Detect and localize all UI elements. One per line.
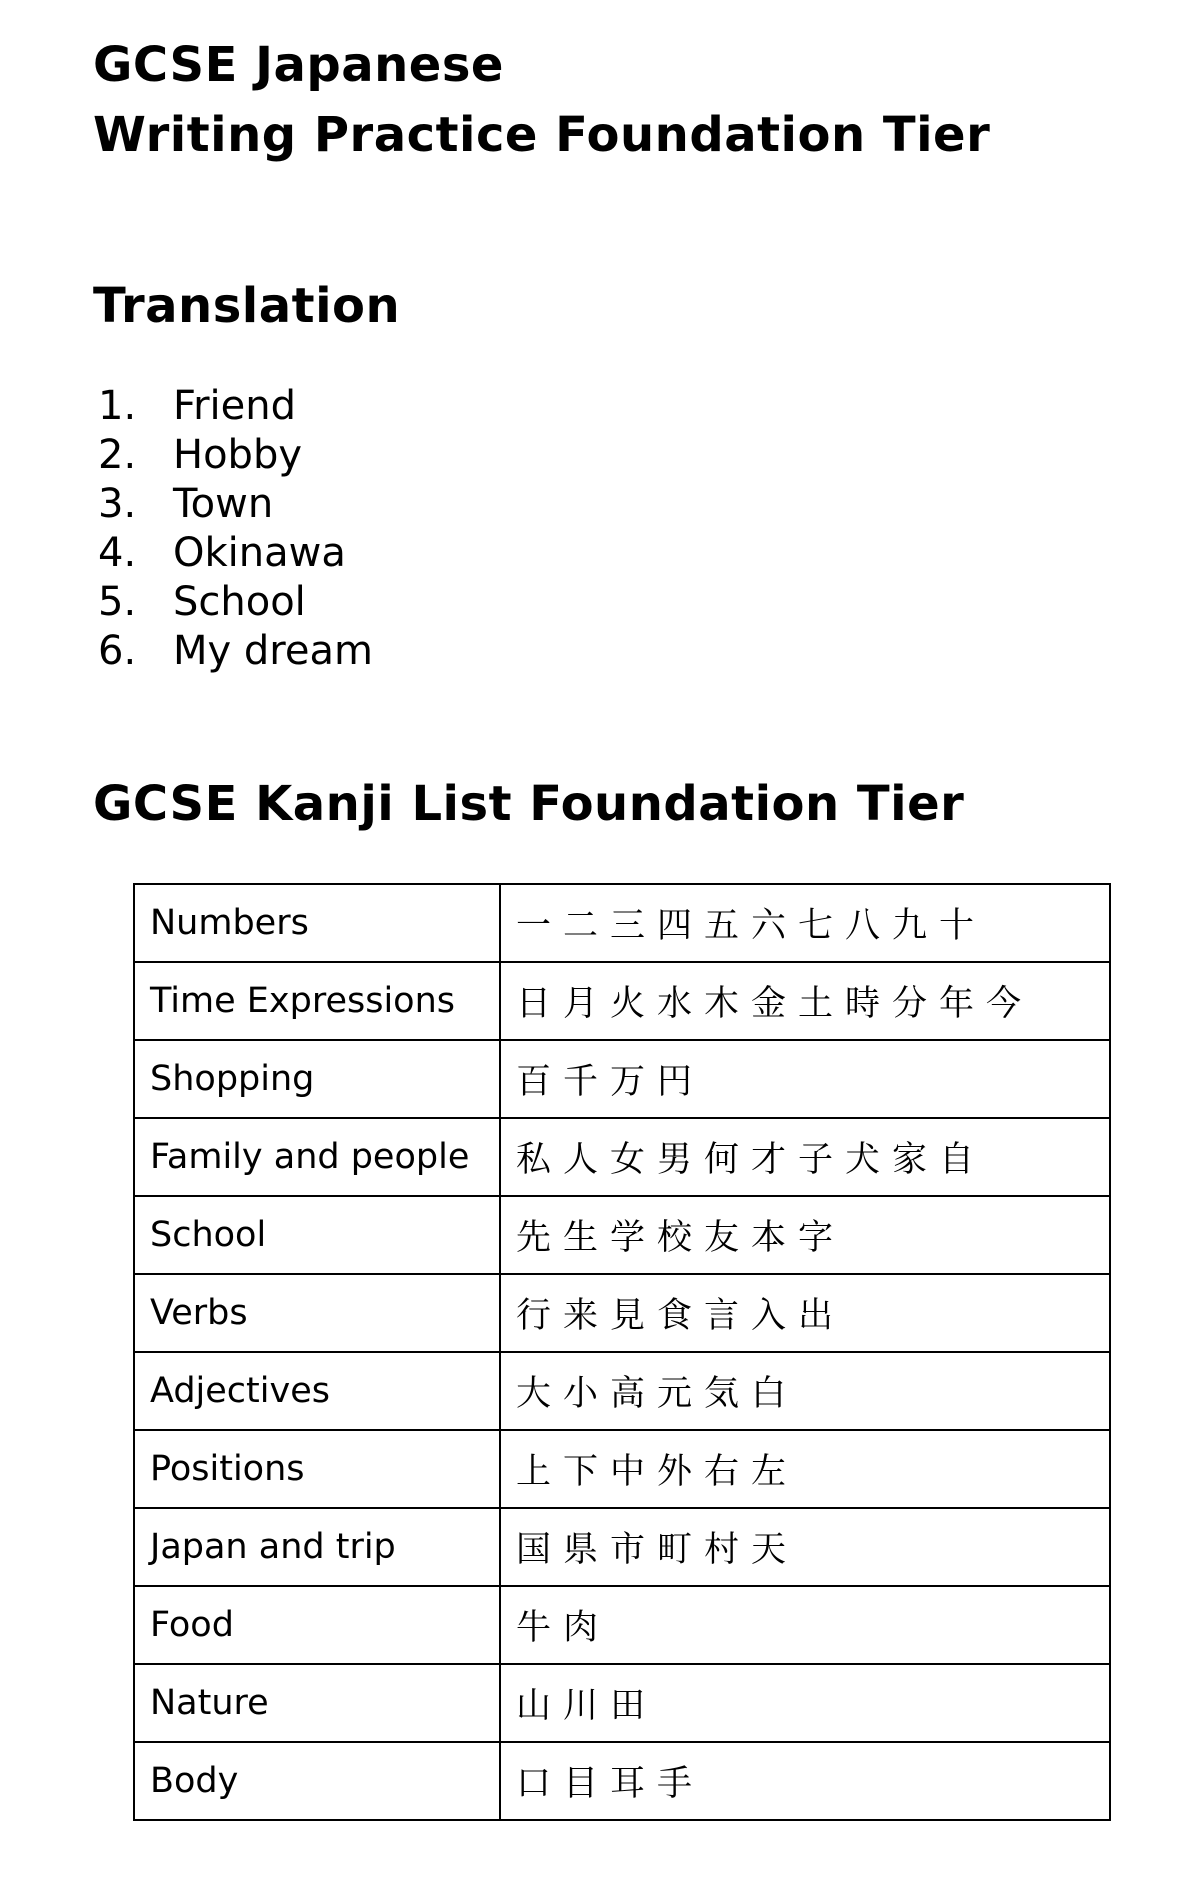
list-item-number: 2.: [98, 432, 137, 478]
kanji-characters-cell: 牛肉: [500, 1586, 1110, 1664]
list-item: [98, 627, 373, 676]
kanji-category-cell: Japan and trip: [134, 1508, 500, 1586]
list-item: [98, 431, 373, 480]
kanji-characters-cell: 行来見食言入出: [500, 1274, 1110, 1352]
kanji-characters-cell: 一二三四五六七八九十: [500, 884, 1110, 962]
list-item: [98, 382, 373, 431]
kanji-list-heading: GCSE Kanji List Foundation Tier: [93, 776, 965, 832]
kanji-characters-cell: 私人女男何才子犬家自: [500, 1118, 1110, 1196]
kanji-category-cell: Verbs: [134, 1274, 500, 1352]
kanji-characters-cell: 口目耳手: [500, 1742, 1110, 1820]
table-row: [134, 1118, 1110, 1196]
list-item-number: 5.: [98, 579, 137, 625]
kanji-characters-cell: 国県市町村天: [500, 1508, 1110, 1586]
list-item-text: Hobby: [173, 432, 303, 478]
list-item-text: My dream: [173, 628, 373, 674]
table-row: [134, 962, 1110, 1040]
table-row: [134, 1196, 1110, 1274]
list-item-text: Okinawa: [173, 530, 346, 576]
table-row: [134, 1274, 1110, 1352]
kanji-category-cell: Numbers: [134, 884, 500, 962]
translation-list: [98, 382, 373, 676]
kanji-characters-cell: 百千万円: [500, 1040, 1110, 1118]
kanji-category-cell: School: [134, 1196, 500, 1274]
kanji-category-cell: Adjectives: [134, 1352, 500, 1430]
list-item-text: Friend: [173, 383, 297, 429]
table-row: [134, 884, 1110, 962]
kanji-category-cell: Body: [134, 1742, 500, 1820]
kanji-category-cell: Positions: [134, 1430, 500, 1508]
kanji-category-cell: Family and people: [134, 1118, 500, 1196]
list-item-text: Town: [173, 481, 274, 527]
kanji-category-cell: Food: [134, 1586, 500, 1664]
document-title: [93, 30, 990, 170]
list-item-number: 4.: [98, 530, 137, 576]
kanji-characters-cell: 大小高元気白: [500, 1352, 1110, 1430]
kanji-characters-cell: 上下中外右左: [500, 1430, 1110, 1508]
list-item: [98, 529, 373, 578]
table-row: [134, 1040, 1110, 1118]
table-row: [134, 1430, 1110, 1508]
table-row: [134, 1586, 1110, 1664]
table-row: [134, 1664, 1110, 1742]
translation-heading: Translation: [93, 278, 401, 334]
document-title-line-2: Writing Practice Foundation Tier: [93, 107, 991, 163]
kanji-category-cell: Time Expressions: [134, 962, 500, 1040]
table-row: [134, 1742, 1110, 1820]
kanji-table: [133, 883, 1111, 1821]
list-item-number: 3.: [98, 481, 137, 527]
list-item-text: School: [173, 579, 306, 625]
list-item: [98, 480, 373, 529]
document-title-line-1: GCSE Japanese: [93, 37, 504, 93]
kanji-category-cell: Shopping: [134, 1040, 500, 1118]
kanji-category-cell: Nature: [134, 1664, 500, 1742]
table-row: [134, 1508, 1110, 1586]
list-item-number: 1.: [98, 383, 137, 429]
table-row: [134, 1352, 1110, 1430]
kanji-characters-cell: 先生学校友本字: [500, 1196, 1110, 1274]
list-item-number: 6.: [98, 628, 137, 674]
kanji-characters-cell: 日月火水木金土時分年今: [500, 962, 1110, 1040]
kanji-characters-cell: 山川田: [500, 1664, 1110, 1742]
list-item: [98, 578, 373, 627]
